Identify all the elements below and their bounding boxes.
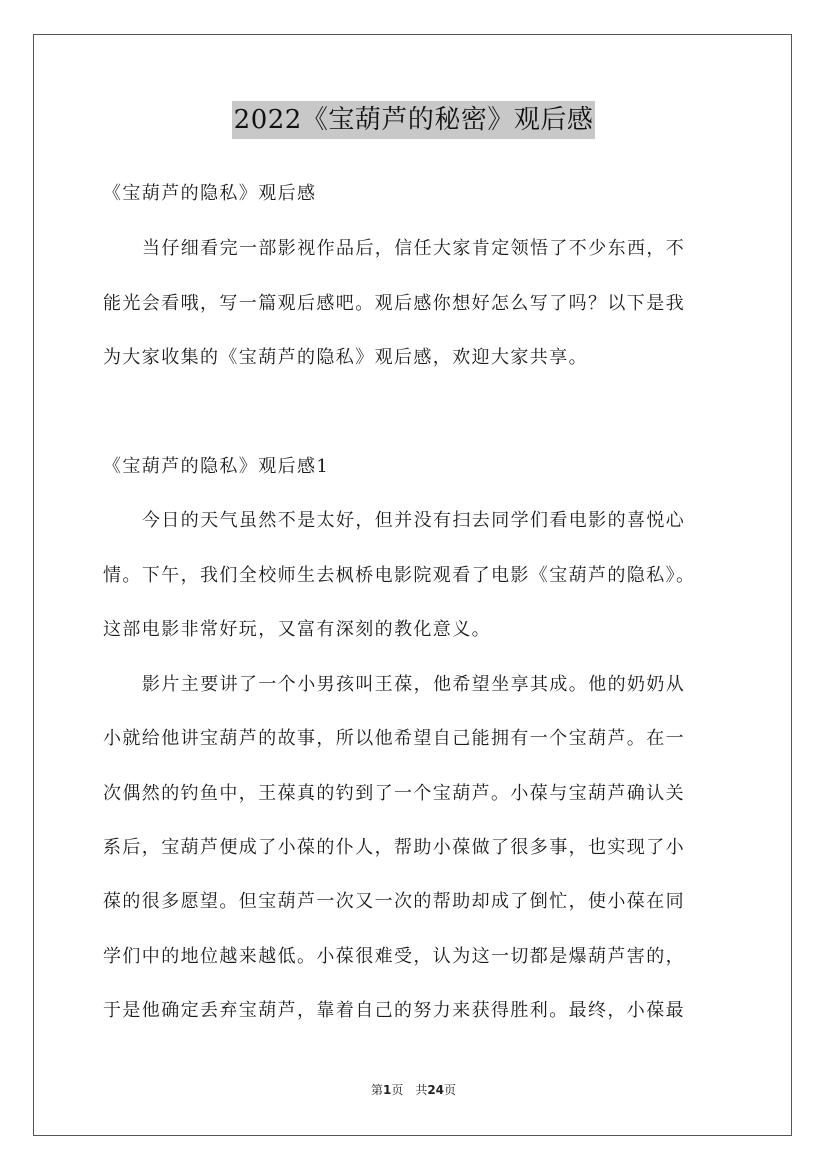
footer-prefix: 第 <box>370 1083 383 1097</box>
paragraph-line: 能光会看哦，写一篇观后感吧。观后感你想好怎么写了吗？以下是我 <box>103 293 685 314</box>
paragraph-line: 今日的天气虽然不是太好，但并没有扫去同学们看电影的喜悦心 <box>142 510 686 531</box>
footer-middle: 页 共 <box>391 1083 428 1097</box>
section-heading: 《宝葫芦的隐私》观后感1 <box>103 456 330 477</box>
paragraph-line: 次偶然的钓鱼中，王葆真的钓到了一个宝葫芦。小葆与宝葫芦确认关 <box>103 783 685 804</box>
paragraph-line: 系后，宝葫芦便成了小葆的仆人，帮助小葆做了很多事，也实现了小 <box>103 837 685 858</box>
title-wrap <box>0 101 827 139</box>
paragraph-line: 小就给他讲宝葫芦的故事，所以他希望自己能拥有一个宝葫芦。在一 <box>103 728 685 749</box>
paragraph-line: 情。下午，我们全校师生去枫桥电影院观看了电影《宝葫芦的隐私》。 <box>103 565 696 586</box>
paragraph-line: 为大家收集的《宝葫芦的隐私》观后感，欢迎大家共享。 <box>103 347 588 368</box>
paragraph-line: 学们中的地位越来越低。小葆很难受，认为这一切都是爆葫芦害的， <box>103 946 685 967</box>
paragraph-line: 葆的很多愿望。但宝葫芦一次又一次的帮助却成了倒忙，使小葆在同 <box>103 891 685 912</box>
footer-page-total: 24 <box>427 1083 445 1097</box>
footer-suffix: 页 <box>444 1083 457 1097</box>
paragraph-line: 于是他确定丢弃宝葫芦，靠着自己的努力来获得胜利。最终，小葆最 <box>103 1000 685 1021</box>
footer-page-number: 1 <box>382 1083 392 1097</box>
paragraph-line: 当仔细看完一部影视作品后，信任大家肯定领悟了不少东西，不 <box>142 238 686 259</box>
subtitle: 《宝葫芦的隐私》观后感 <box>103 183 317 204</box>
document-title: 2022《宝葫芦的秘密》观后感 <box>232 101 596 139</box>
page-footer <box>0 1082 827 1098</box>
paragraph-line: 影片主要讲了一个小男孩叫王葆，他希望坐享其成。他的奶奶从 <box>142 674 686 695</box>
paragraph-line: 这部电影非常好玩，又富有深刻的教化意义。 <box>103 619 491 640</box>
